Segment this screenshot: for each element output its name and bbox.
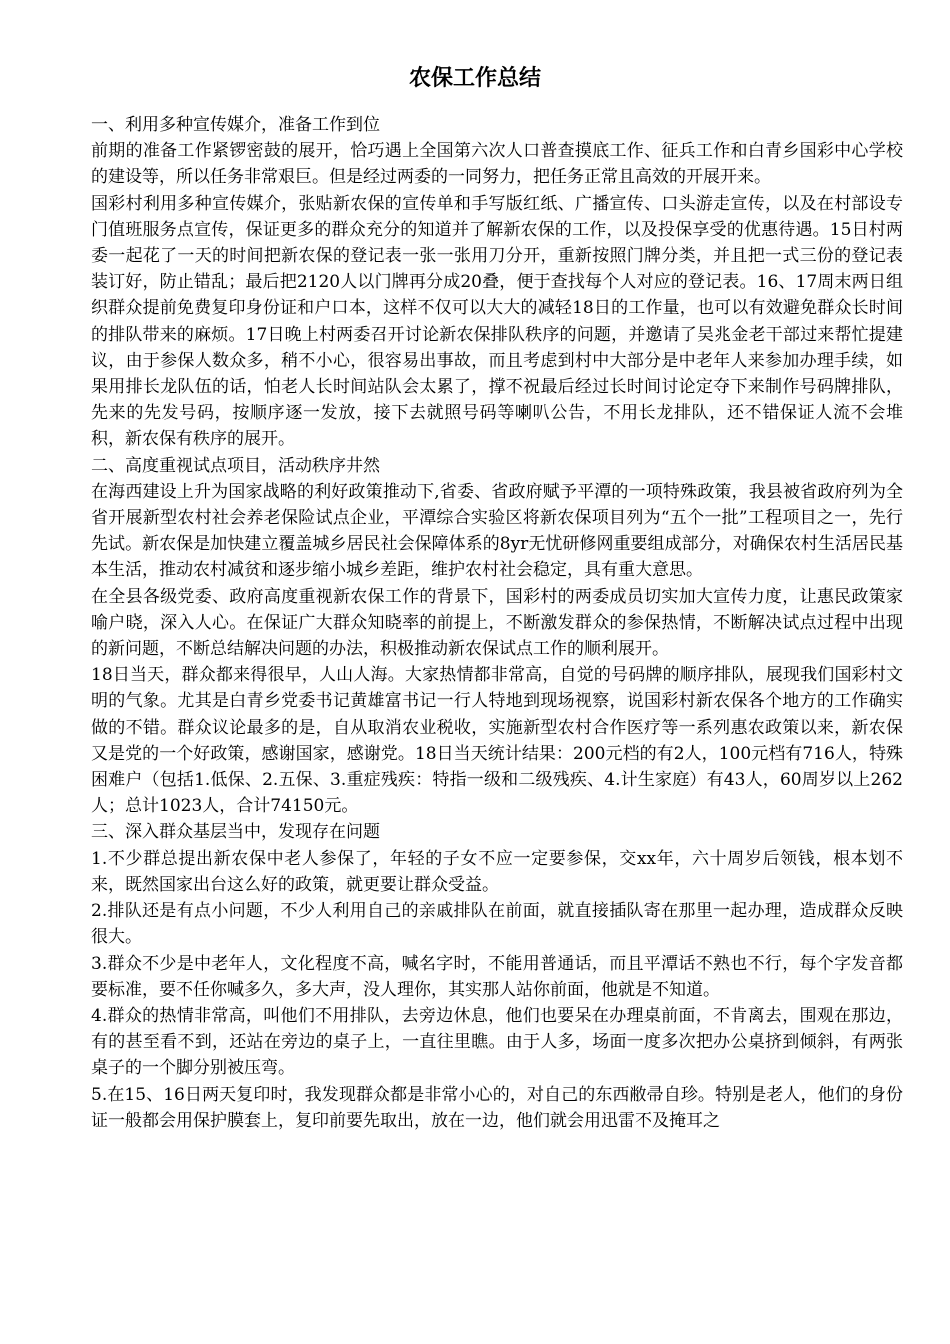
section-heading: 二、高度重视试点项目，活动秩序井然 [91,455,380,476]
paragraph: 在海西建设上升为国家战略的利好政策推动下,省委、省政府赋予平潭的一项特殊政策，我县被省政府列为全省开展新型农村社会养老保险试点企业，平潭综合实验区将新农保项目列为“五个一批”工程项目之一，先行先试。新农保是加快建立覆盖城乡居民社会保障体系的8yr无忧研修网重要组成部分，对确保农村生活居民基本生活，推动农村减贫和逐步缩小城乡差距，维护农村社会稳定，具有重大意思。 [91,481,903,581]
list-item: 3.群众不少是中老年人，文化程度不高，喊名字时，不能用普通话，而且平潭话不熟也不行，每个字发音都要标准，要不任你喊多久，多大声，没人理你，其实那人站你前面，他就是不知道。 [91,953,903,1000]
paragraph: 前期的准备工作紧锣密鼓的展开，恰巧遇上全国第六次人口普查摸底工作、征兵工作和白青乡国彩中心学校的建设等，所以任务非常艰巨。但是经过两委的一同努力，把任务正常且高效的开展开来。 [91,141,903,188]
paragraph: 18日当天，群众都来得很早，人山人海。大家热情都非常高，自觉的号码牌的顺序排队，展现我们国彩村文明的气象。尤其是白青乡党委书记黄雄富书记一行人特地到现场视察，说国彩村新农保各个地方的工作确实做的不错。群众议论最多的是，自从取消农业税收，实施新型农村合作医疗等一系列惠农政策以来，新农保又是党的一个好政策，感谢国家，感谢党。18日当天统计结果：200元档的有2人，100元档有716人，特殊困难户（包括1.低保、2.五保、3.重症残疾：特指一级和二级残疾、4.计生家庭）有43人，60周岁以上262人；总计1023人，合计74150元。 [91,665,903,817]
paragraph: 在全县各级党委、政府高度重视新农保工作的背景下，国彩村的两委成员切实加大宣传力度，让惠民政策家喻户晓，深入人心。在保证广大群众知晓率的前提上，不断激发群众的参保热情，不断解决试点过程中出现的新问题，不断总结解决问题的办法，积极推动新农保试点工作的顺利展开。 [91,586,903,660]
list-item: 1.不少群总提出新农保中老人参保了，年轻的子女不应一定要参保，交xx年，六十周岁后领钱，根本划不来，既然国家出台这么好的政策，就更要让群众受益。 [91,848,903,895]
list-item: 5.在15、16日两天复印时，我发现群众都是非常小心的，对自己的东西敝帚自珍。特别是老人，他们的身份证一般都会用保护膜套上，复印前要先取出，放在一边，他们就会用迅雷不及掩耳之 [91,1084,903,1131]
page-title: 农保工作总结 [408,65,541,91]
paragraph: 国彩村利用多种宣传媒介，张贴新农保的宣传单和手写版红纸、广播宣传、口头游走宣传，以及在村部设专门值班服务点宣传，保证更多的群众充分的知道并了解新农保的工作，以及投保享受的优惠待遇。15日村两委一起花了一天的时间把新农保的登记表一张一张用刀分开，重新按照门牌分类，并且把一式三份的登记表装订好，防止错乱；最后把2120人以门牌再分成20叠，便于查找每个人对应的登记表。16、17周末两日组织群众提前免费复印身份证和户口本，这样不仅可以大大的减轻18日的工作量，也可以有效避免群众长时间的排队带来的麻烦。17日晚上村两委召开讨论新农保排队秩序的问题，并邀请了吴兆金老干部过来帮忙提建议，由于参保人数众多，稍不小心，很容易出事故，而且考虑到村中大部分是中老年人来参加办理手续，如果用排长龙队伍的话，怕老人长时间站队会太累了，撑不祝最后经过长时间讨论定夺下来制作号码牌排队，先来的先发号码，按顺序逐一发放，接下去就照号码等喇叭公告，不用长龙排队，还不错保证人流不会堆积，新农保有秩序的展开。 [91,193,903,450]
list-item: 4.群众的热情非常高，叫他们不用排队，去旁边休息，他们也要呆在办理桌前面，不肯离去，围观在那边，有的甚至看不到，还站在旁边的桌子上，一直往里瞧。由于人多，场面一度多次把办公桌挤到倾斜，有两张桌子的一个脚分别被压弯。 [91,1005,903,1079]
document-body [91,112,903,1134]
section-heading: 三、深入群众基层当中，发现存在问题 [91,822,380,843]
section-heading: 一、利用多种宣传媒介，准备工作到位 [91,115,380,135]
list-item: 2.排队还是有点小问题，不少人利用自己的亲戚排队在前面，就直接插队寄在那里一起办理，造成群众反映很大。 [91,901,903,948]
